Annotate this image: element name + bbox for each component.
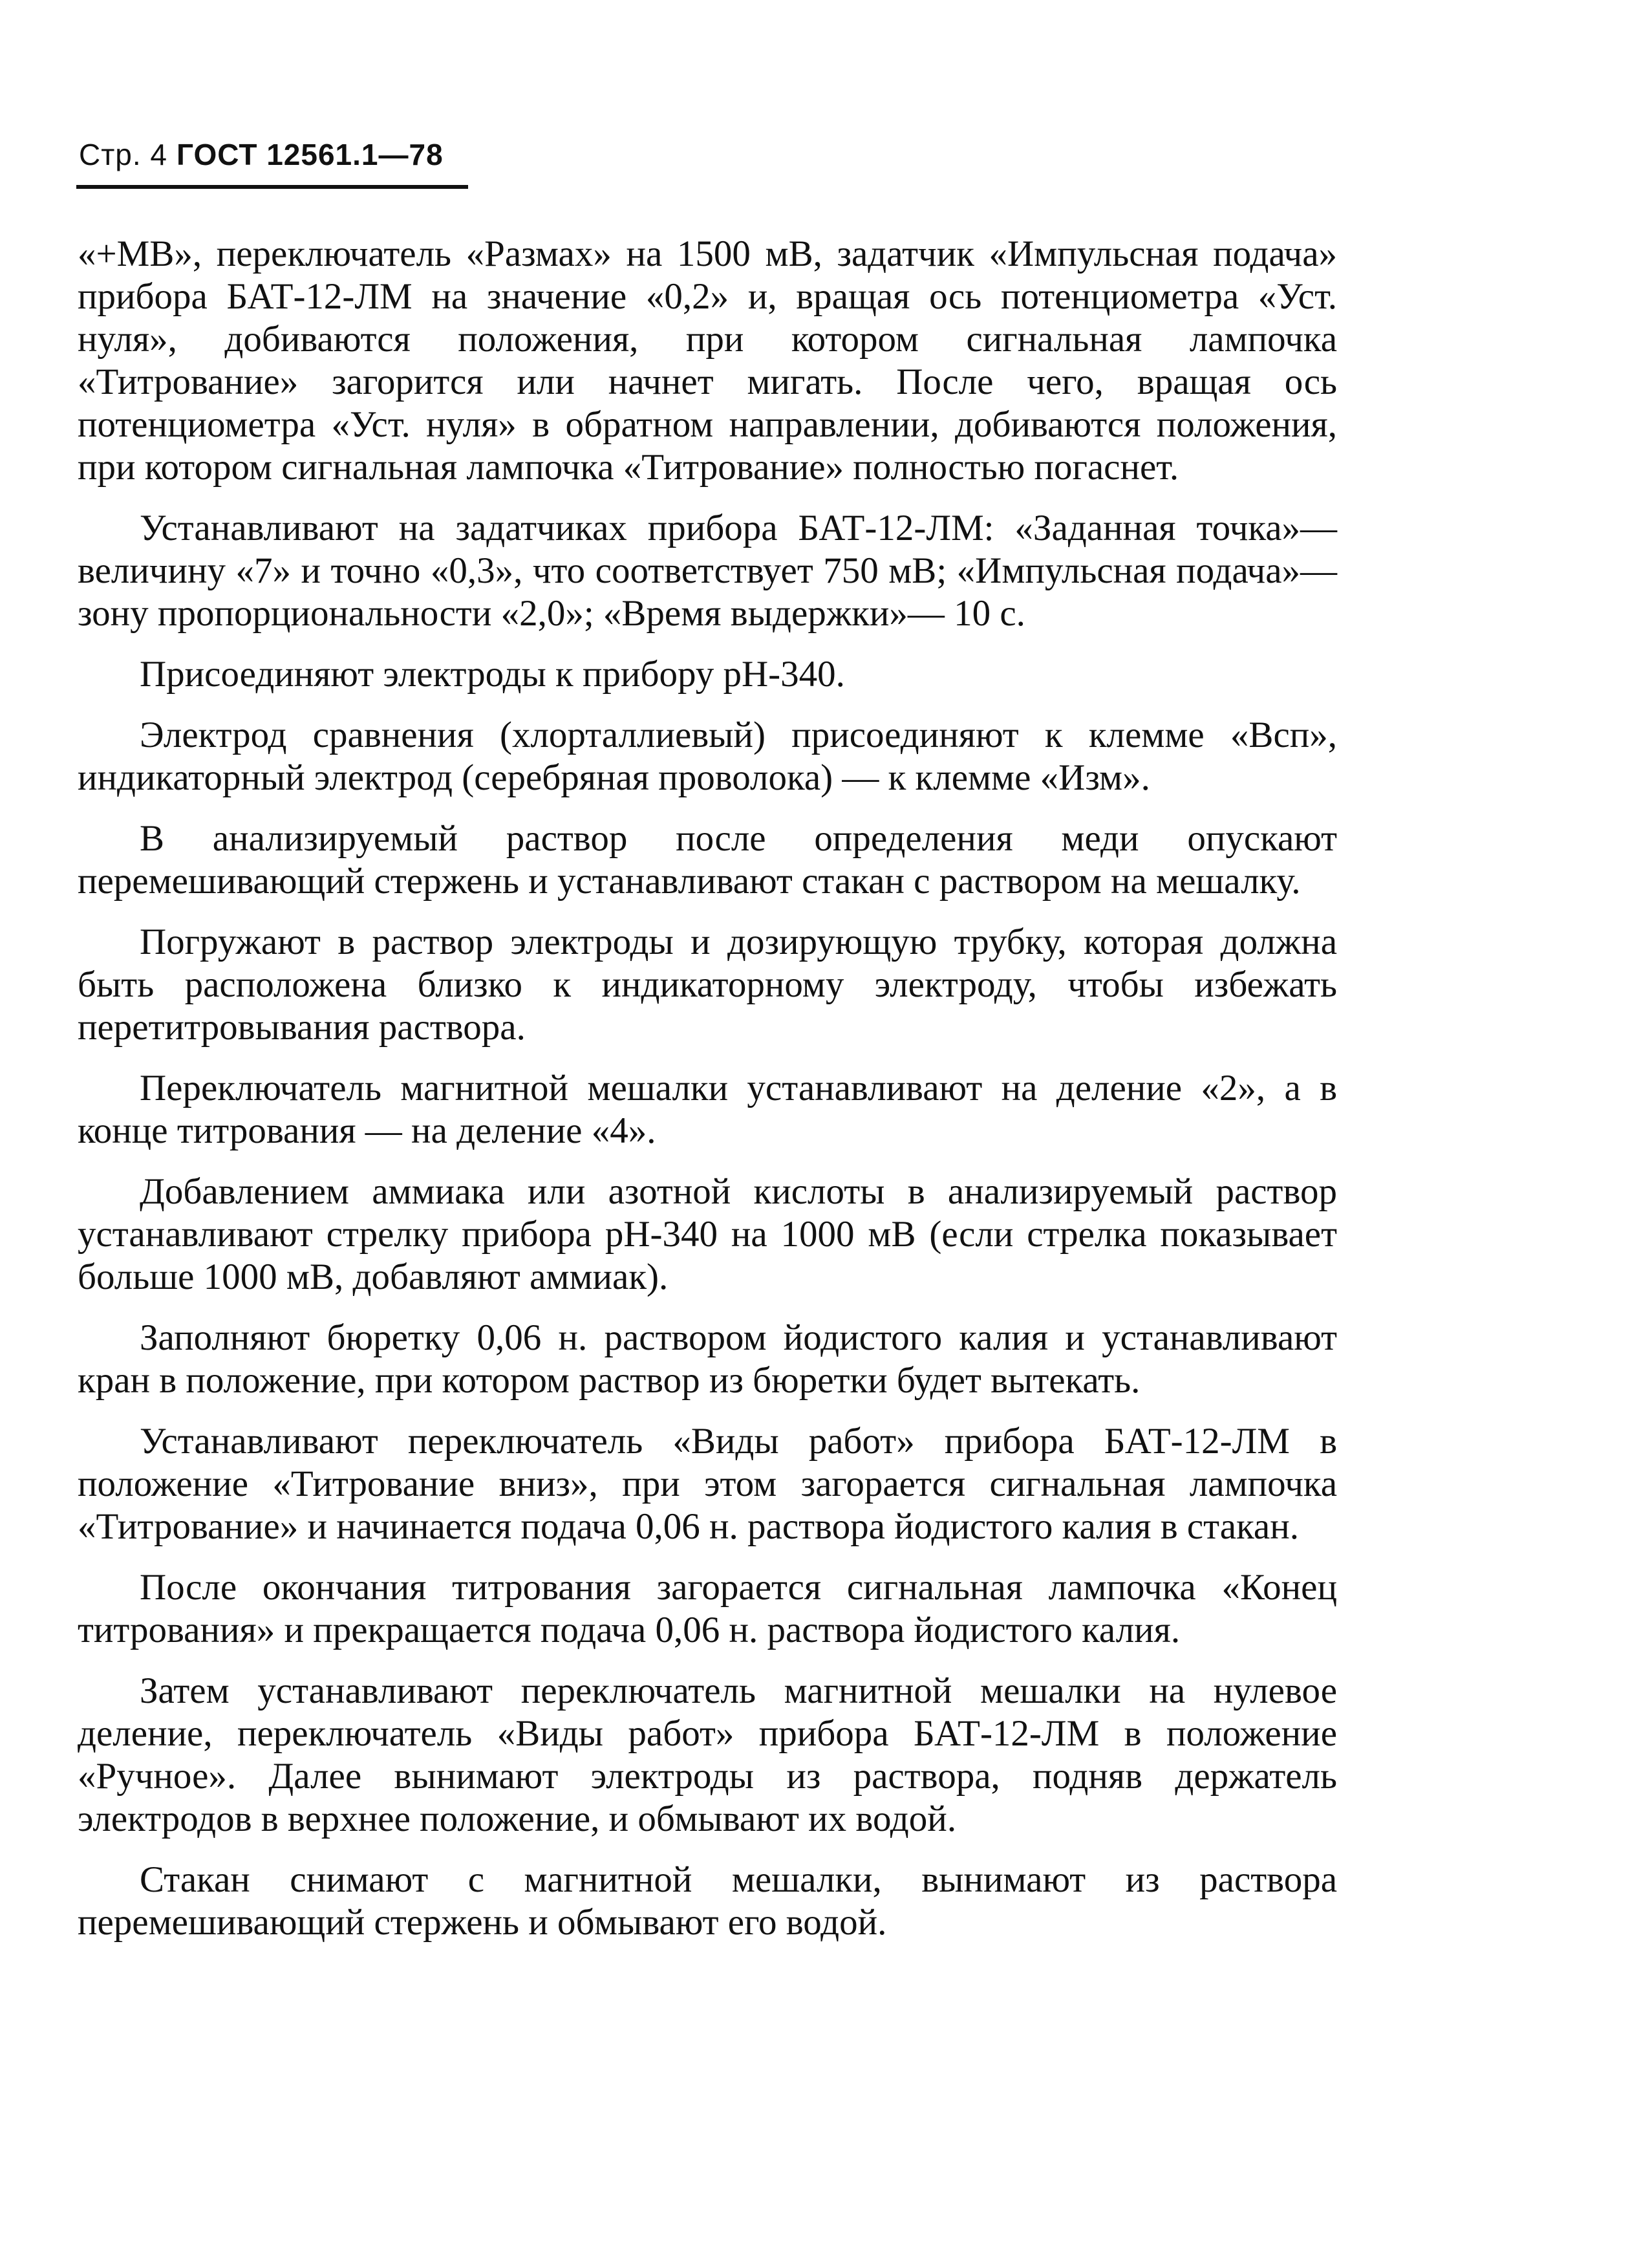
paragraph: Погружают в раствор электроды и дозирующую трубку, которая должна быть расположена близко к индикаторному электроду, чтобы избежать перетитровывания раствора. [78,922,1337,1048]
paragraph: После окончания титрования загорается сигнальная лампочка «Конец титрования» и прекращается подача 0,06 н. раствора йодистого калия. [78,1567,1337,1650]
standard-number: ГОСТ 12561.1—78 [177,138,444,171]
header-rule [76,185,468,189]
paragraph: Стакан снимают с магнитной мешалки, вынимают из раствора перемешивающий стержень и обмывают его водой. [78,1859,1337,1943]
paragraph: Присоединяют электроды к прибору рН-340. [140,654,845,695]
paragraph: Устанавливают на задатчиках прибора БАТ-12-ЛМ: «Заданная точка»— величину «7» и точно «0,3», что соответствует 750 мВ; «Импульсная подача»— зону пропорциональности «2,0»; «Время выдержки»— 10 с. [78,508,1337,634]
paragraph: Электрод сравнения (хлорталлиевый) присоединяют к клемме «Всп», индикаторный электрод (серебряная проволока) — к клемме «Изм». [78,715,1337,798]
paragraph: Заполняют бюретку 0,06 н. раствором йодистого калия и устанавливают кран в положение, при котором раствор из бюретки будет вытекать. [78,1317,1337,1401]
paragraph: В анализируемый раствор после определения меди опускают перемешивающий стержень и устанавливают стакан с раствором на мешалку. [78,818,1337,902]
paragraph: Затем устанавливают переключатель магнитной мешалки на нулевое деление, переключатель «Виды работ» прибора БАТ-12-ЛМ в положение «Ручное». Далее вынимают электроды из раствора, подняв держатель электродов в верхнее положение, и обмывают их водой. [78,1670,1337,1839]
paragraph: Переключатель магнитной мешалки устанавливают на деление «2», а в конце титрования — на деление «4». [78,1068,1337,1151]
body-text [78,233,1337,1962]
paragraph: «+МВ», переключатель «Размах» на 1500 мВ, задатчик «Импульсная подача» прибора БАТ-12-ЛМ на значение «0,2» и, вращая ось потенциометра «Уст. нуля», добиваются положения, при котором сигнальная лампочка «Титрование» загорится или начнет мигать. После чего, вращая ось потенциометра «Уст. нуля» в обратном направлении, добиваются положения, при котором сигнальная лампочка «Титрование» полностью погаснет. [78,233,1337,488]
paragraph: Добавлением аммиака или азотной кислоты в анализируемый раствор устанавливают стрелку прибора рН-340 на 1000 мВ (если стрелка показывает больше 1000 мВ, добавляют аммиак). [78,1171,1337,1297]
paragraph: Устанавливают переключатель «Виды работ» прибора БАТ-12-ЛМ в положение «Титрование вниз», при этом загорается сигнальная лампочка «Титрование» и начинается подача 0,06 н. раствора йодистого калия в стакан. [78,1421,1337,1547]
page-number: Стр. 4 [79,138,168,171]
page-header [79,137,444,172]
